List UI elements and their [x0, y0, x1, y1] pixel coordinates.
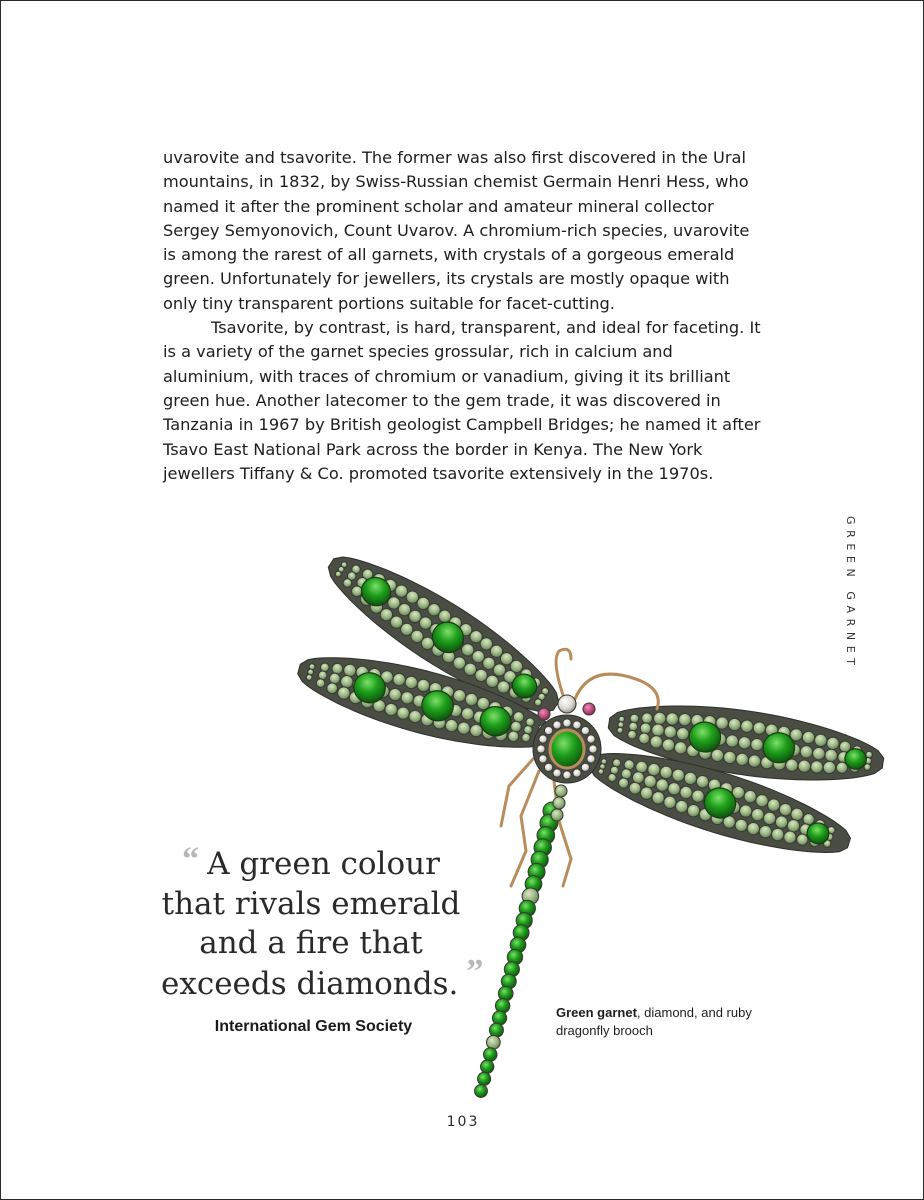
leg-3 — [501, 759, 533, 826]
abdomen — [475, 802, 561, 1097]
pull-quote-source: International Gem Society — [214, 1018, 413, 1035]
page-number: 103 — [446, 1114, 480, 1130]
close-quote-mark: ” — [466, 952, 484, 990]
pull-quote-line-4: exceeds diamonds. ” — [161, 952, 484, 1002]
caption-rest: , diamond, and ruby dragonfly brooch — [556, 1005, 752, 1038]
paragraph-2: Tsavorite, by contrast, is hard, transparent, and ideal for faceting. It is a variety of the garnet species grossular, rich in calcium and aluminium, with traces of chromium or vanadium, giving it its brilliant green hue. Another latecomer to the gem trade, it was discovered in Tanzania in 1967 by British geologist Campbell Bridges; he named it after Tsavo East National Park across the border in Kenya. The New York jewellers Tiffany & Co. promoted tsavorite extensively in the 1970s. — [163, 318, 761, 483]
thorax-emerald — [550, 730, 584, 768]
left-antenna — [556, 649, 571, 701]
pull-quote-line-1: “ A green colour — [182, 841, 440, 882]
paragraph-1: uvarovite and tsavorite. The former was also first discovered in the Ural mountains, in 1832, by Swiss-Russian chemist Germain Henri Hess, who named it after the prominent scholar and amateur mineral collector Sergey Semyonovich, Count Uvarov. A chromium-rich species, uvarovite is among the rarest of all garnets, with crystals of a gorgeous emerald green. Unfortunately for jewellers, its crystals are mostly opaque with only tiny transparent portions suitable for facet-cutting. — [163, 148, 750, 313]
pull-quote — [161, 841, 484, 1004]
open-quote-mark: “ — [182, 841, 200, 878]
pull-quote-line-2: that rivals emerald — [161, 885, 461, 922]
image-caption — [556, 1004, 756, 1040]
running-head: GREEN GARNET — [844, 516, 857, 671]
caption-bold: Green garnet — [556, 1005, 637, 1020]
pull-quote-line-3: and a fire that — [199, 925, 423, 961]
body-text — [163, 146, 763, 486]
